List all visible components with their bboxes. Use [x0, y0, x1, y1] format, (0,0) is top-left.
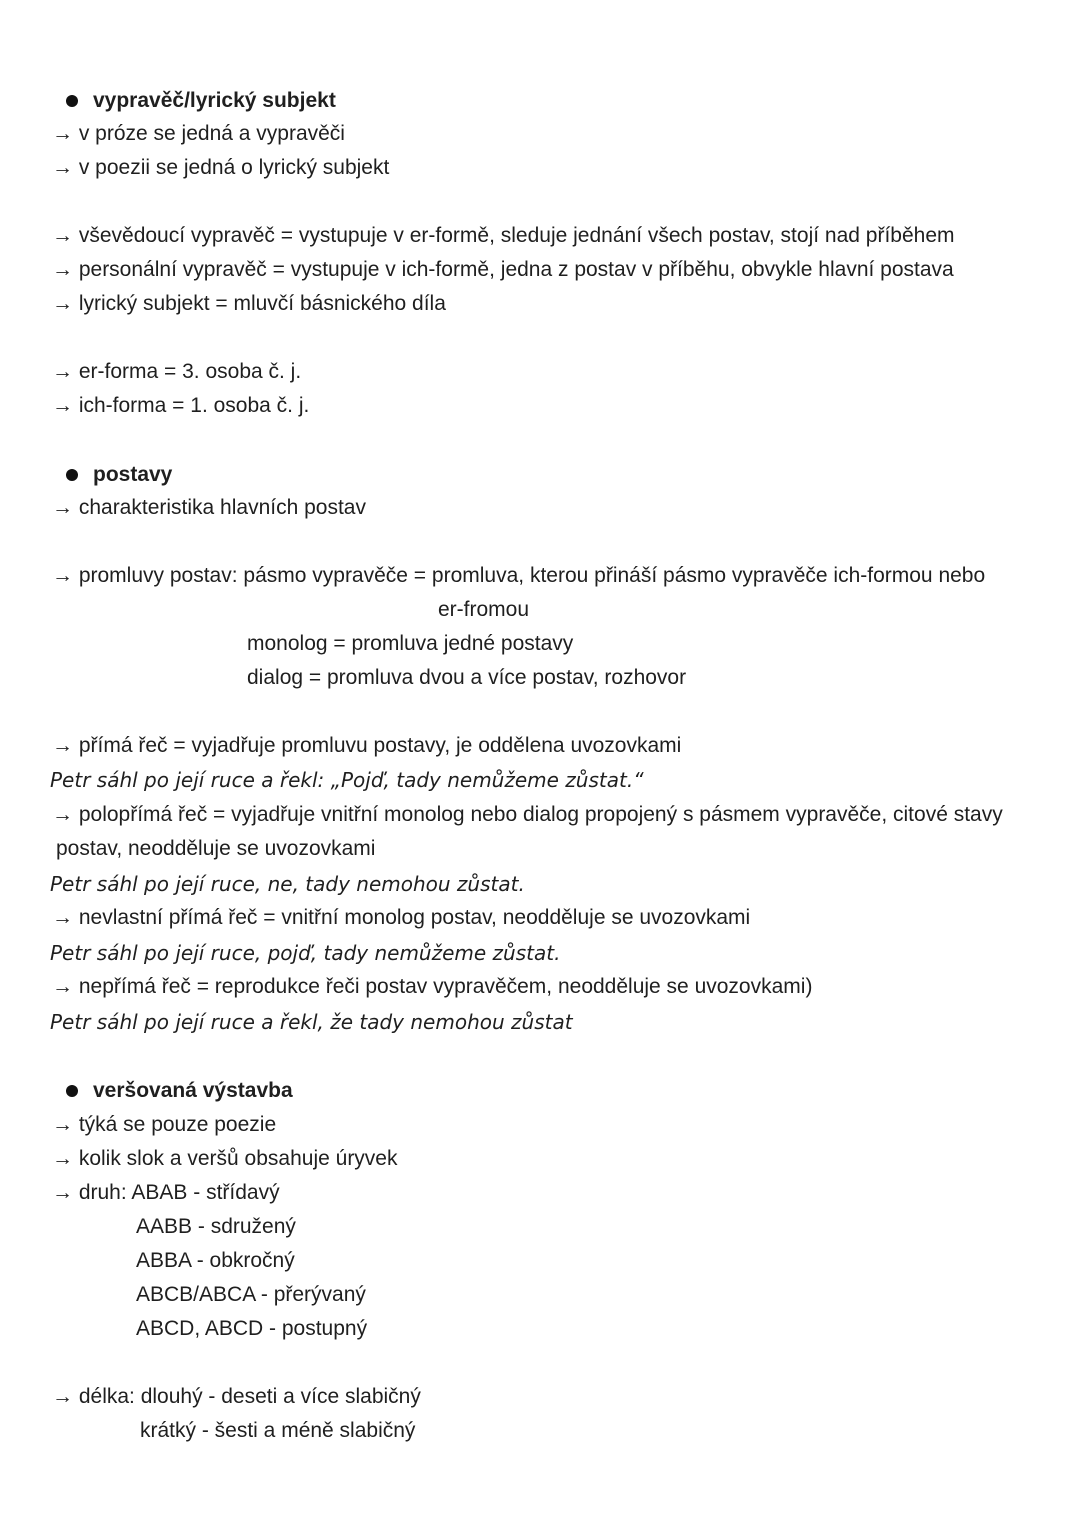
example-line: Petr sáhl po její ruce a řekl, že tady nemohou zůstat — [50, 1010, 573, 1034]
text-line: → personální vypravěč = vystupuje v ich-formě, jedna z postav v příběhu, obvykle hlavní postava — [52, 258, 954, 281]
section-heading: veršovaná výstavba — [93, 1079, 293, 1102]
text-line: AABB - sdružený — [136, 1215, 296, 1238]
text-line: → nevlastní přímá řeč = vnitřní monolog postav, neodděluje se uvozovkami — [52, 906, 751, 929]
text-line: monolog = promluva jedné postavy — [247, 632, 574, 655]
text-line: → nepřímá řeč = reprodukce řeči postav vypravěčem, neodděluje se uvozovkami) — [52, 975, 813, 998]
example-line: Petr sáhl po její ruce, ne, tady nemohou zůstat. — [50, 872, 525, 896]
text-line: → vševědoucí vypravěč = vystupuje v er-formě, sleduje jednání všech postav, stojí nad příběhem — [52, 224, 955, 247]
bullet-icon — [66, 95, 78, 107]
text-line: → v próze se jedná a vypravěči — [52, 122, 345, 145]
section-heading: postavy — [93, 463, 173, 486]
text-line: → druh: ABAB - střídavý — [52, 1181, 280, 1204]
text-line: → er-forma = 3. osoba č. j. — [52, 360, 302, 383]
text-line: → přímá řeč = vyjadřuje promluvu postavy, je oddělena uvozovkami — [52, 734, 682, 757]
text-line: → délka: dlouhý - deseti a více slabičný — [52, 1385, 421, 1408]
example-line: Petr sáhl po její ruce, pojď, tady nemůžeme zůstat. — [50, 941, 561, 965]
text-line: → lyrický subjekt = mluvčí básnického díla — [52, 292, 446, 315]
text-line: dialog = promluva dvou a více postav, rozhovor — [247, 666, 687, 689]
bullet-icon — [66, 1085, 78, 1097]
text-line: → týká se pouze poezie — [52, 1113, 277, 1136]
text-line: krátký - šesti a méně slabičný — [140, 1419, 416, 1442]
bullet-icon — [66, 469, 78, 481]
text-line: ABCD, ABCD - postupný — [136, 1317, 368, 1340]
text-line: → polopřímá řeč = vyjadřuje vnitřní monolog nebo dialog propojený s pásmem vypravěče, citové stavy — [52, 803, 1003, 826]
section-heading: vypravěč/lyrický subjekt — [93, 89, 336, 112]
text-line: ABCB/ABCA - přerývaný — [136, 1283, 366, 1306]
text-line: ABBA - obkročný — [136, 1249, 295, 1272]
text-line: → kolik slok a veršů obsahuje úryvek — [52, 1147, 398, 1170]
text-line: → promluvy postav: pásmo vypravěče = promluva, kterou přináší pásmo vypravěče ich-formou nebo — [52, 564, 986, 587]
text-line: er-fromou — [438, 598, 530, 621]
example-line: Petr sáhl po její ruce a řekl: „Pojď, tady nemůžeme zůstat.“ — [50, 768, 644, 792]
text-line: → v poezii se jedná o lyrický subjekt — [52, 156, 390, 179]
text-line: → ich-forma = 1. osoba č. j. — [52, 394, 310, 417]
text-line: → charakteristika hlavních postav — [52, 496, 366, 519]
text-line: postav, neodděluje se uvozovkami — [56, 837, 376, 860]
